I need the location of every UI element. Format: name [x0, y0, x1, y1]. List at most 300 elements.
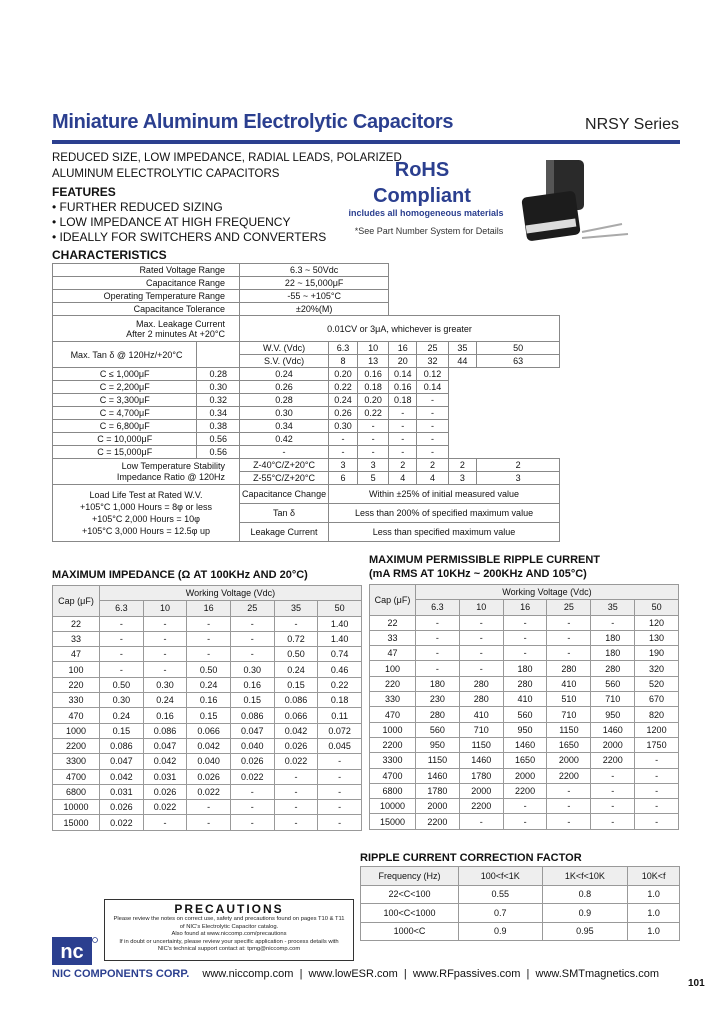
value-cell: 2200 [591, 753, 635, 768]
tan-value: - [417, 420, 448, 433]
char-label [53, 485, 240, 542]
value-cell: 2200 [547, 768, 591, 783]
tan-row [53, 394, 560, 407]
value-cell: 560 [503, 707, 547, 722]
correction-rows [361, 885, 680, 941]
value-cell: 1.40 [318, 631, 362, 646]
wv-header: Working Voltage (Vdc) [416, 585, 679, 600]
tan-sv: 63 [477, 355, 560, 368]
value-cell: - [459, 646, 503, 661]
char-label: Operating Temperature Range [53, 290, 240, 303]
cap-cell: 100 [370, 661, 416, 676]
table-row [370, 783, 679, 798]
ripple-heading-line: MAXIMUM PERMISSIBLE RIPPLE CURRENT [369, 554, 601, 566]
char-label-line: Max. Leakage Current [135, 318, 226, 329]
value-cell: - [100, 631, 144, 646]
value-cell: 0.30 [100, 693, 144, 708]
corr-value: 0.9 [542, 904, 628, 923]
tan-value: 0.56 [197, 433, 240, 446]
cap-cell: 33 [370, 630, 416, 645]
tan-value: - [417, 407, 448, 420]
char-value: 22 ~ 15,000μF [240, 277, 389, 290]
value-cell: 950 [416, 737, 460, 752]
load-value: Less than specified maximum value [329, 523, 560, 542]
cap-cell: 47 [53, 647, 100, 662]
tan-value: 0.34 [197, 407, 240, 420]
cap-cell: 3300 [53, 754, 100, 769]
tan-value: 0.26 [240, 381, 329, 394]
char-value: 6.3 ~ 50Vdc [240, 264, 389, 277]
precautions-line: of NIC's Electrolytic Capacitor catalog. [179, 923, 279, 930]
value-cell: 280 [416, 707, 460, 722]
value-cell: - [143, 631, 187, 646]
value-cell: 0.50 [274, 647, 318, 662]
value-cell: 0.086 [230, 708, 274, 723]
tan-sv: 44 [448, 355, 477, 368]
tan-wv: 25 [417, 342, 448, 355]
cap-cell: 4700 [53, 769, 100, 784]
value-cell: - [547, 783, 591, 798]
cap-cell: 2200 [53, 738, 100, 753]
value-cell: - [230, 784, 274, 799]
value-cell: 0.022 [100, 815, 144, 830]
tan-wv: 50 [477, 342, 560, 355]
lts-value: 6 [329, 472, 358, 485]
cap-cell: 100 [53, 662, 100, 677]
lts-value: 4 [389, 472, 417, 485]
value-cell: 0.042 [187, 738, 231, 753]
intro-line: REDUCED SIZE, LOW IMPEDANCE, RADIAL LEADS, POLARIZED [52, 152, 402, 164]
value-cell: 0.026 [274, 738, 318, 753]
tan-value: 0.20 [329, 368, 358, 381]
table-row [53, 754, 362, 769]
value-cell: - [591, 768, 635, 783]
cap-cell: 1000 [53, 723, 100, 738]
value-cell: 1200 [635, 722, 679, 737]
value-cell: 0.15 [230, 693, 274, 708]
voltage-header: 25 [230, 601, 274, 616]
cap-cell: 15000 [370, 814, 416, 829]
value-cell: 2000 [547, 753, 591, 768]
ripple-heading-line: (mA RMS AT 10KHz ~ 200KHz AND 105°C) [369, 568, 587, 580]
table-row [370, 768, 679, 783]
table-row [53, 662, 362, 677]
intro-text [52, 150, 402, 182]
value-cell: 0.24 [100, 708, 144, 723]
features-list [52, 200, 326, 245]
tan-value: - [240, 446, 329, 459]
value-cell: 180 [591, 646, 635, 661]
table-row [370, 707, 679, 722]
cap-cell: 6800 [370, 783, 416, 798]
value-cell: - [503, 799, 547, 814]
value-cell: 0.022 [187, 784, 231, 799]
tan-wv: 16 [389, 342, 417, 355]
features-section [52, 185, 116, 199]
intro-line: ALUMINUM ELECTROLYTIC CAPACITORS [52, 168, 280, 180]
tan-value: 0.38 [197, 420, 240, 433]
char-label-line: Load Life Test at Rated W.V. [89, 490, 203, 500]
value-cell: 0.040 [230, 738, 274, 753]
value-cell: - [187, 631, 231, 646]
characteristics-heading: CHARACTERISTICS [52, 248, 167, 262]
title-rule [52, 140, 680, 144]
ripple-rows [370, 615, 679, 829]
value-cell: 0.072 [318, 723, 362, 738]
impedance-heading: MAXIMUM IMPEDANCE (Ω AT 100KHz AND 20°C) [52, 569, 308, 581]
value-cell: 0.24 [187, 677, 231, 692]
tan-value: - [357, 420, 388, 433]
value-cell: 520 [635, 676, 679, 691]
value-cell: - [274, 769, 318, 784]
value-cell: - [547, 630, 591, 645]
tan-value: 0.30 [197, 381, 240, 394]
value-cell: 1460 [591, 722, 635, 737]
tan-cap-label: C = 10,000μF [53, 433, 197, 446]
precautions-box [104, 899, 354, 961]
table-row [370, 676, 679, 691]
voltage-header: 35 [591, 600, 635, 615]
value-cell: 0.047 [230, 723, 274, 738]
table-row [361, 922, 680, 941]
value-cell: 0.040 [187, 754, 231, 769]
value-cell: 120 [635, 615, 679, 630]
value-cell: - [591, 799, 635, 814]
value-cell: - [318, 800, 362, 815]
cap-cell: 220 [53, 677, 100, 692]
corr-value: 0.55 [459, 885, 543, 904]
value-cell: 0.031 [143, 769, 187, 784]
tan-cap-label: C = 4,700μF [53, 407, 197, 420]
corr-value: 0.9 [459, 922, 543, 941]
lts-label: Z-55°C/Z+20°C [240, 472, 329, 485]
char-label: Capacitance Tolerance [53, 303, 240, 316]
value-cell: - [274, 784, 318, 799]
cap-cell: 220 [370, 676, 416, 691]
value-cell: 230 [416, 692, 460, 707]
ripple-heading [369, 553, 600, 581]
value-cell: 0.026 [187, 769, 231, 784]
value-cell: 410 [547, 676, 591, 691]
footer [52, 968, 692, 980]
rohs-compliant: Compliant [373, 185, 471, 207]
value-cell: - [547, 799, 591, 814]
tan-value: 0.34 [240, 420, 329, 433]
voltage-header: 16 [187, 601, 231, 616]
table-row [370, 814, 679, 829]
value-cell: - [318, 815, 362, 830]
feature-item: • FURTHER REDUCED SIZING [52, 200, 223, 214]
corr-header: 100<f<1K [459, 867, 543, 886]
value-cell: - [143, 815, 187, 830]
value-cell: - [230, 647, 274, 662]
value-cell: - [318, 784, 362, 799]
tan-cap-label: C = 2,200μF [53, 381, 197, 394]
char-row [53, 303, 560, 316]
corr-header: Frequency (Hz) [361, 867, 459, 886]
value-cell: 0.086 [143, 723, 187, 738]
value-cell: 1.40 [318, 616, 362, 631]
value-cell: - [230, 815, 274, 830]
rohs-label: RoHS [394, 159, 450, 181]
table-row [53, 647, 362, 662]
value-cell: 0.24 [274, 662, 318, 677]
char-label-line: Low Temperature Stability [121, 460, 226, 471]
table-row [370, 630, 679, 645]
correction-table [360, 866, 680, 941]
tan-value: - [329, 446, 358, 459]
characteristics-table [52, 263, 560, 542]
value-cell: 0.16 [230, 677, 274, 692]
value-cell: 0.16 [187, 693, 231, 708]
voltage-header: 50 [635, 600, 679, 615]
value-cell: - [143, 647, 187, 662]
tan-sv-label: S.V. (Vdc) [240, 355, 329, 368]
voltage-header: 50 [318, 601, 362, 616]
value-cell: - [459, 615, 503, 630]
value-cell: - [635, 799, 679, 814]
char-label-line: +105°C 1,000 Hours = 8φ or less [80, 502, 213, 512]
value-cell: 410 [503, 692, 547, 707]
impedance-rows [53, 616, 362, 830]
corr-value: 1.0 [628, 904, 680, 923]
char-label: Rated Voltage Range [53, 264, 240, 277]
value-cell: 0.24 [143, 693, 187, 708]
corr-value: 0.7 [459, 904, 543, 923]
char-label: Capacitance Range [53, 277, 240, 290]
tan-value: 0.24 [329, 394, 358, 407]
value-cell: 2000 [591, 737, 635, 752]
corr-value: 0.8 [542, 885, 628, 904]
page-number: 101 [688, 978, 705, 989]
footer-links[interactable]: www.niccomp.com | www.lowESR.com | www.RFpassives.com | www.SMTmagnetics.com [202, 968, 659, 980]
corr-label: 1000<C [361, 922, 459, 941]
char-label-line: After 2 minutes At +20°C [126, 328, 226, 339]
table-row [53, 784, 362, 799]
value-cell: - [459, 630, 503, 645]
value-cell: 0.042 [143, 754, 187, 769]
tan-value: 0.56 [197, 446, 240, 459]
value-cell: 0.042 [274, 723, 318, 738]
value-cell: - [274, 815, 318, 830]
voltage-header-row [370, 600, 679, 615]
cap-cell: 470 [53, 708, 100, 723]
value-cell: 2200 [416, 814, 460, 829]
value-cell: 0.045 [318, 738, 362, 753]
company-name: NIC COMPONENTS CORP. [52, 968, 190, 980]
value-cell: 820 [635, 707, 679, 722]
series-name: NRSY Series [585, 116, 679, 133]
value-cell: 180 [503, 661, 547, 676]
cap-cell: 33 [53, 631, 100, 646]
lts-value: 2 [477, 459, 560, 472]
value-cell: 130 [635, 630, 679, 645]
tan-value: 0.26 [329, 407, 358, 420]
wv-header: Working Voltage (Vdc) [100, 586, 362, 601]
tan-cap-label: C = 3,300μF [53, 394, 197, 407]
cap-cell: 47 [370, 646, 416, 661]
char-label [53, 459, 240, 485]
feature-item: • LOW IMPEDANCE AT HIGH FREQUENCY [52, 215, 291, 229]
value-cell: 0.086 [274, 693, 318, 708]
value-cell: - [318, 754, 362, 769]
value-cell: 0.047 [143, 738, 187, 753]
value-cell: 2200 [459, 799, 503, 814]
char-row [53, 264, 560, 277]
tan-value: - [417, 394, 448, 407]
tan-value: - [357, 433, 388, 446]
char-label-line: +105°C 3,000 Hours = 12.5φ up [81, 526, 211, 536]
table-row [53, 693, 362, 708]
tan-row [53, 420, 560, 433]
value-cell: - [503, 814, 547, 829]
value-cell: - [459, 661, 503, 676]
value-cell: - [100, 662, 144, 677]
value-cell: 0.50 [100, 677, 144, 692]
voltage-header: 6.3 [416, 600, 460, 615]
tan-row [53, 407, 560, 420]
table-row [53, 708, 362, 723]
value-cell: - [187, 616, 231, 631]
value-cell: 0.066 [274, 708, 318, 723]
value-cell: 1780 [416, 783, 460, 798]
voltage-header: 10 [459, 600, 503, 615]
value-cell: 670 [635, 692, 679, 707]
tan-rows [53, 368, 560, 459]
value-cell: - [187, 800, 231, 815]
features-heading: FEATURES [52, 185, 116, 199]
corr-label: 22<C<100 [361, 885, 459, 904]
value-cell: 710 [547, 707, 591, 722]
cap-cell: 2200 [370, 737, 416, 752]
value-cell: 1150 [459, 737, 503, 752]
table-row [370, 615, 679, 630]
tan-value: - [417, 433, 448, 446]
cap-cell: 3300 [370, 753, 416, 768]
page-title: Miniature Aluminum Electrolytic Capacitors [52, 111, 454, 133]
value-cell: 0.042 [100, 769, 144, 784]
value-cell: 1460 [416, 768, 460, 783]
tan-value: 0.12 [417, 368, 448, 381]
value-cell: 0.026 [100, 800, 144, 815]
table-row [53, 800, 362, 815]
char-value: 0.01CV or 3μA, whichever is greater [240, 316, 560, 342]
tan-value: - [389, 446, 417, 459]
tan-row [53, 446, 560, 459]
char-label-line: Impedance Ratio @ 120Hz [116, 471, 226, 482]
value-cell: 0.18 [318, 693, 362, 708]
cap-cell: 22 [53, 616, 100, 631]
char-value: ±20%(M) [240, 303, 389, 316]
tan-cap-label: C = 15,000μF [53, 446, 197, 459]
correction-heading: RIPPLE CURRENT CORRECTION FACTOR [360, 852, 582, 864]
corr-value: 1.0 [628, 885, 680, 904]
char-row [53, 316, 560, 342]
precautions-line: NIC's technical support contact at: tpmg@niccomp.com [157, 946, 301, 952]
tan-value: 0.18 [357, 381, 388, 394]
characteristics-section [52, 248, 167, 262]
value-cell: - [416, 630, 460, 645]
voltage-header: 16 [503, 600, 547, 615]
voltage-header-row [53, 601, 362, 616]
nic-logo [52, 937, 98, 965]
table-row [370, 753, 679, 768]
value-cell: 2200 [503, 783, 547, 798]
value-cell: - [416, 646, 460, 661]
table-row [53, 631, 362, 646]
value-cell: 180 [591, 630, 635, 645]
cap-cell: 470 [370, 707, 416, 722]
value-cell: 0.026 [230, 754, 274, 769]
value-cell: 280 [591, 661, 635, 676]
char-label-line: +105°C 2,000 Hours = 10φ [92, 514, 201, 524]
value-cell: - [635, 814, 679, 829]
value-cell: 1460 [503, 737, 547, 752]
tan-sv: 8 [329, 355, 358, 368]
tan-row [53, 381, 560, 394]
tan-sv: 13 [357, 355, 388, 368]
tan-value: 0.16 [389, 381, 417, 394]
value-cell: 950 [591, 707, 635, 722]
tan-value: - [389, 420, 417, 433]
value-cell: 0.22 [318, 677, 362, 692]
cap-cell: 330 [370, 692, 416, 707]
value-cell: 0.50 [187, 662, 231, 677]
corr-header: 1K<f<10K [542, 867, 628, 886]
value-cell: - [143, 616, 187, 631]
value-cell: - [547, 615, 591, 630]
tan-value: 0.24 [240, 368, 329, 381]
table-row [53, 738, 362, 753]
tan-wv: 10 [357, 342, 388, 355]
value-cell: 280 [459, 676, 503, 691]
value-cell: - [100, 647, 144, 662]
value-cell: 280 [547, 661, 591, 676]
table-row [53, 815, 362, 830]
table-row [361, 885, 680, 904]
tan-value: - [357, 446, 388, 459]
value-cell: 0.11 [318, 708, 362, 723]
load-value: Within ±25% of initial measured value [329, 485, 560, 504]
tan-sv: 32 [417, 355, 448, 368]
lts-value: 3 [477, 472, 560, 485]
lts-value: 5 [357, 472, 388, 485]
value-cell: 0.74 [318, 647, 362, 662]
value-cell: 0.15 [100, 723, 144, 738]
tan-value: 0.42 [240, 433, 329, 446]
capacitor-photo [512, 152, 632, 252]
tan-value: - [329, 433, 358, 446]
value-cell: 2000 [416, 799, 460, 814]
cap-cell: 6800 [53, 784, 100, 799]
tan-value: 0.18 [389, 394, 417, 407]
value-cell: 1150 [547, 722, 591, 737]
value-cell: 0.031 [100, 784, 144, 799]
value-cell: - [274, 800, 318, 815]
value-cell: 0.30 [230, 662, 274, 677]
voltage-header: 25 [547, 600, 591, 615]
load-value: Less than 200% of specified maximum value [329, 504, 560, 523]
value-cell: - [143, 662, 187, 677]
tan-value: - [389, 407, 417, 420]
value-cell: 2000 [503, 768, 547, 783]
tan-value: 0.30 [329, 420, 358, 433]
precautions-line: If in doubt or uncertainty, please review your specific application - process details with [119, 938, 339, 945]
value-cell: 1780 [459, 768, 503, 783]
precautions-line: Also found at www.niccomp.com/precautions [171, 931, 287, 937]
value-cell: 190 [635, 646, 679, 661]
table-row [361, 904, 680, 923]
